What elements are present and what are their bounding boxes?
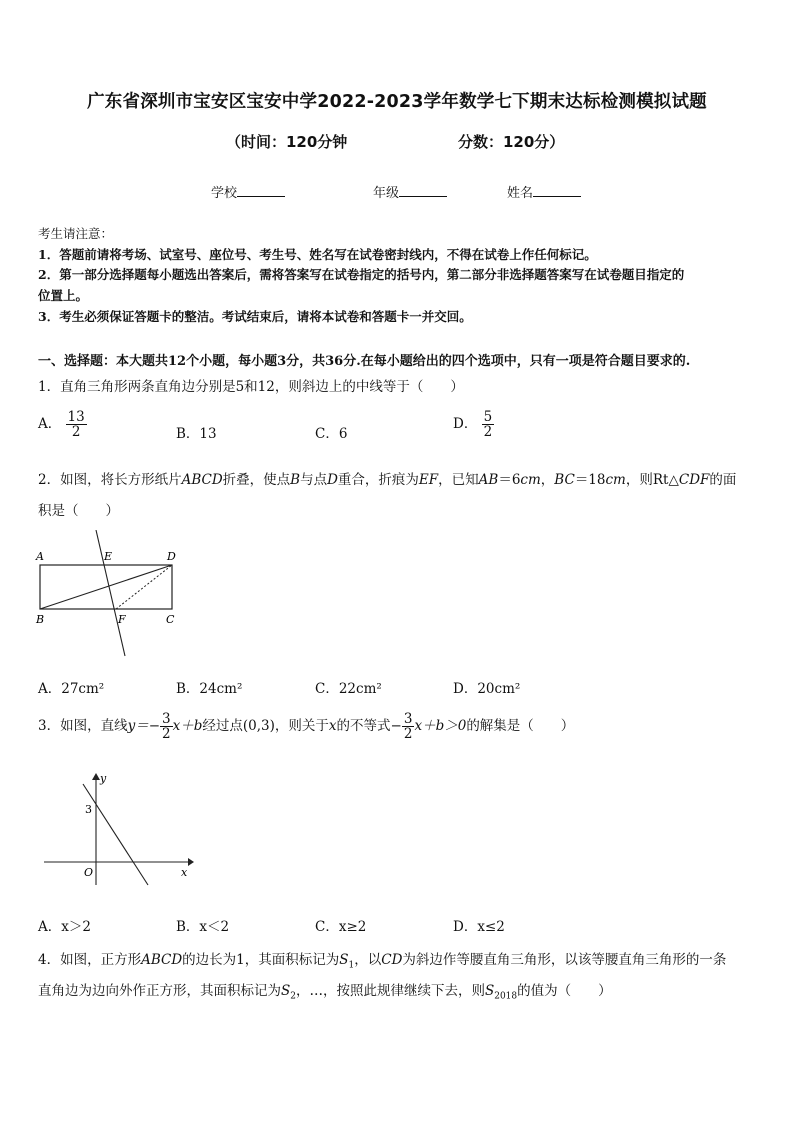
name-blank[interactable]: [533, 184, 581, 197]
school-field: [211, 182, 285, 201]
q1-text: 1．直角三角形两条直角边分别是5和12，则斜边上的中线等于（ ）: [38, 379, 464, 395]
school-label: 学校: [211, 186, 238, 201]
q3-option-b[interactable]: B．x＜2: [176, 919, 230, 935]
q1-d-label: D．: [453, 416, 478, 433]
label-b: B: [36, 613, 45, 626]
label-d: D: [167, 550, 176, 563]
q4-text-line2: 直角边为边向外作正方形，其面积标记为$S_2$，…，按照此规律继续下去，则$S_{2018}$的值为（ ）: [38, 983, 612, 1002]
q2-option-b[interactable]: B．24cm²: [176, 681, 243, 697]
total-score: 分数：120分）: [458, 133, 565, 151]
q3-slope-fraction: $\frac{3}{2}$: [162, 711, 171, 743]
school-blank[interactable]: [237, 184, 285, 197]
label-f: F: [118, 613, 126, 626]
fold-line-ef: [96, 530, 125, 656]
note-2-cont: 位置上。: [38, 288, 89, 303]
q1-option-b[interactable]: B．13: [176, 426, 217, 442]
label-c: C: [166, 613, 175, 626]
label-x: x: [181, 866, 188, 879]
q3-ineq-fraction: $\frac{3}{2}$: [403, 711, 413, 743]
q3-text: 3．如图，直线y＝− $\frac{3}{2}$ x＋b经过点(0,3)，则关于x的不等式− $\frac{3}{2}$ x＋b＞0的解集是（ ）: [38, 711, 575, 743]
label-y: y: [100, 772, 107, 785]
q2-figure: [30, 530, 190, 662]
exam-title: 广东省深圳市宝安区宝安中学2022-2023学年数学七下期末达标检测模拟试题: [87, 92, 707, 112]
q1-option-a[interactable]: [38, 410, 87, 439]
q1-option-c[interactable]: C．6: [315, 426, 348, 442]
segment-df: [116, 565, 172, 609]
note-1: 1．答题前请将考场、试室号、座位号、考生号、姓名写在试卷密封线内，不得在试卷上作任何标记。: [38, 247, 597, 262]
q2-option-c[interactable]: C．22cm²: [315, 681, 382, 697]
label-origin: O: [84, 866, 94, 879]
q1-option-d[interactable]: [453, 410, 494, 439]
name-field: [507, 182, 581, 201]
q3-option-c[interactable]: C．x≥2: [315, 919, 367, 935]
x-axis-arrow: [188, 858, 194, 866]
section-heading: 一、选择题：本大题共12个小题，每小题3分，共36分.在每小题给出的四个选项中，只有一项是符合题目要求的.: [38, 354, 691, 369]
q2-option-a[interactable]: A．27cm²: [38, 681, 105, 697]
label-e: E: [104, 550, 113, 563]
note-2: 2．第一部分选择题每小题选出答案后，需将答案写在试卷指定的括号内，第二部分非选择题答案写在试卷题目指定的: [38, 267, 685, 282]
q3-figure: [36, 770, 196, 890]
grade-field: [373, 182, 447, 201]
label-three: 3: [85, 803, 92, 816]
q1-a-label: A．: [38, 416, 62, 433]
q2-text-line2: 积是（ ）: [38, 503, 119, 519]
q4-text: 4．如图，正方形ABCD的边长为1，其面积标记为$S_1$，以CD为斜边作等腰直角三角形，以该等腰直角三角形的一条: [38, 952, 727, 971]
q3-option-a[interactable]: A．x＞2: [38, 919, 91, 935]
label-a: A: [36, 550, 44, 563]
note-3: 3．考生必须保证答题卡的整洁。考试结束后，请将本试卷和答题卡一并交回。: [38, 309, 472, 324]
q2-text: 2．如图，将长方形纸片ABCD折叠，使点B与点D重合，折痕为EF，已知AB＝6cm，BC＝18cm，则Rt△CDF的面: [38, 472, 737, 488]
q2-option-d[interactable]: D．20cm²: [453, 681, 521, 697]
notes-heading: 考生请注意：: [38, 226, 114, 241]
time-limit: （时间：120分钟: [226, 133, 348, 151]
q1-a-fraction: $\frac{13}{2}$: [67, 409, 85, 441]
grade-blank[interactable]: [399, 184, 447, 197]
grade-label: 年级: [373, 186, 400, 201]
q3-option-d[interactable]: D．x≤2: [453, 919, 505, 935]
q1-d-fraction: $\frac{5}{2}$: [483, 409, 493, 441]
y-axis-arrow: [92, 773, 100, 780]
name-label: 姓名: [507, 186, 534, 201]
